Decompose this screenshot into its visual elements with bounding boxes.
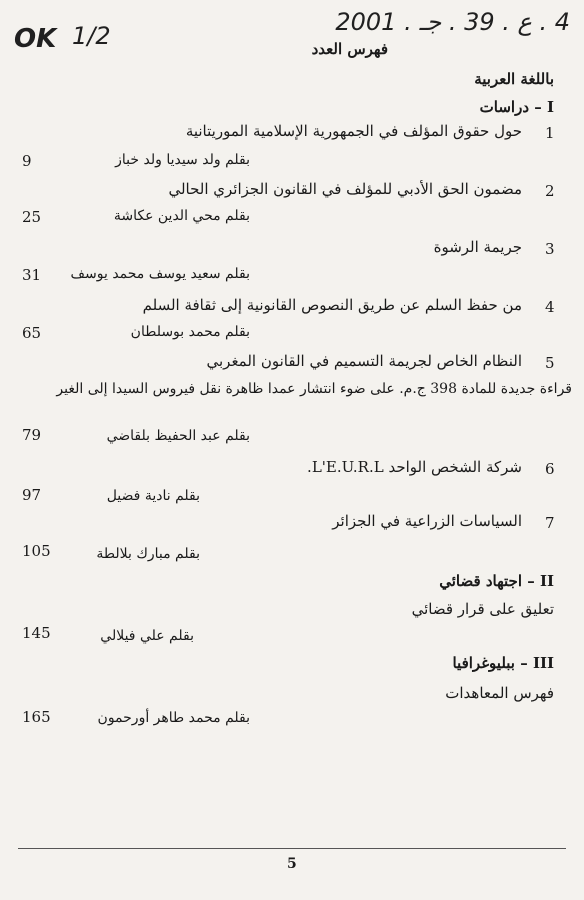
entry-author: بقلم محمد بوسلطان (130, 324, 250, 340)
entry-author: بقلم سعيد يوسف محمد يوسف (70, 266, 250, 282)
entry-title: حول حقوق المؤلف في الجمهورية الإسلامية الموريتانية (185, 122, 522, 140)
entry-author: بقلم نادية فضيل (106, 488, 200, 504)
entry-page: 31 (22, 266, 42, 284)
entry-page: 25 (22, 208, 42, 226)
entry-subtitle: قراءة جديدة للمادة 398 ج.م. على ضوء انتشار عمدا ظاهرة نقل فيروس السيدا إلى الغير (56, 381, 572, 397)
entry-page: 105 (22, 542, 51, 560)
footer-rule (18, 848, 566, 849)
handwritten-date: 4 . ع . 39 . جـ . 2001 (335, 8, 570, 36)
entry-number: 6 (545, 460, 555, 478)
entry-number: 7 (545, 514, 555, 532)
page-number: 5 (287, 856, 297, 872)
entry-number: 1 (545, 124, 555, 142)
entry-number: 3 (545, 240, 555, 258)
entry-number: 4 (545, 298, 555, 316)
entry-author: بقلم مبارك بلالطة (96, 546, 200, 562)
page-title: فهرس العدد (311, 40, 388, 58)
section-heading-jurisprudence: II – اجتهاد قضائي (439, 572, 554, 590)
jurisprudence-author: بقلم علي فيلالي (100, 628, 194, 644)
handwritten-fraction: 1/2 (72, 22, 111, 50)
entry-author: بقلم عبد الحفيظ بلقاضي (106, 428, 250, 444)
entry-page: 9 (22, 152, 32, 170)
bibliography-page: 165 (22, 708, 51, 726)
entry-number: 2 (545, 182, 555, 200)
jurisprudence-title: تعليق على قرار قضائي (411, 600, 554, 618)
entry-page: 65 (22, 324, 42, 342)
entry-title: من حفظ السلم عن طريق النصوص القانونية إلى ثقافة السلم (142, 296, 522, 314)
entry-title: النظام الخاص لجريمة التسميم في القانون المغربي (206, 352, 522, 370)
entry-page: 97 (22, 486, 42, 504)
entry-title: جريمة الرشوة (433, 238, 522, 256)
bibliography-title: فهرس المعاهدات (445, 684, 554, 702)
entry-author: بقلم ولد سيديا ولد خباز (115, 152, 250, 168)
entry-page: 79 (22, 426, 42, 444)
entry-title: السياسات الزراعية في الجزائر (332, 512, 522, 530)
handwritten-ok: OK (14, 24, 57, 54)
entry-author: بقلم محي الدين عكاشة (113, 208, 250, 224)
jurisprudence-page: 145 (22, 624, 51, 642)
language-heading: باللغة العربية (474, 70, 554, 88)
section-heading-studies: I – دراسات (479, 98, 554, 116)
bibliography-author: بقلم محمد طاهر أورحمون (97, 710, 250, 726)
entry-number: 5 (545, 354, 555, 372)
entry-title: مضمون الحق الأدبي للمؤلف في القانون الجزائري الحالي (168, 180, 522, 198)
section-heading-bibliography: III – ببليوغرافيا (452, 654, 554, 672)
entry-title: شركة الشخص الواحد L'E.U.R.L. (307, 458, 522, 476)
